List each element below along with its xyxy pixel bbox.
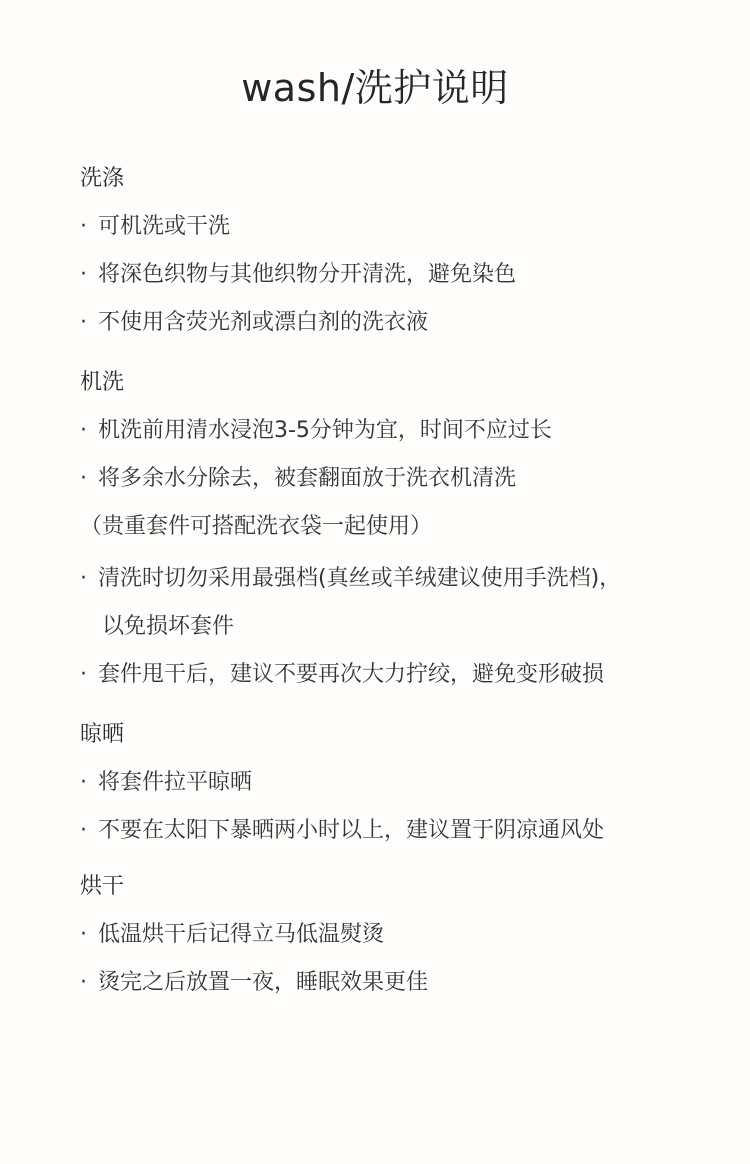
bullet-dot: ·	[80, 970, 87, 995]
care-instruction-line: · 将深色织物与其他织物分开清洗，避免染色	[80, 260, 516, 290]
bullet-dot: ·	[80, 770, 87, 795]
care-instruction-line: · 可机洗或干洗	[80, 212, 230, 242]
bullet-dot: ·	[80, 214, 87, 239]
bullet-dot: ·	[80, 818, 87, 843]
section-heading-drying-outdoor: 晾晒	[80, 722, 125, 747]
bullet-dot: ·	[80, 262, 87, 287]
care-instruction-line: · 将套件拉平晾晒	[80, 768, 252, 798]
care-instruction-line: · 不使用含荧光剂或漂白剂的洗衣液	[80, 308, 428, 338]
care-instruction-line: · 低温烘干后记得立马低温熨烫	[80, 920, 384, 950]
care-instruction-line: · 机洗前用清水浸泡3-5分钟为宜，时间不应过长	[80, 416, 552, 446]
bullet-dot: ·	[80, 922, 87, 947]
section-heading-washing: 洗涤	[80, 166, 125, 191]
section-heading-machine-wash: 机洗	[80, 370, 125, 395]
page-title: wash/洗护说明	[241, 66, 509, 110]
bullet-dot: ·	[80, 662, 87, 687]
care-instruction-line: · 不要在太阳下暴晒两小时以上，建议置于阴凉通风处	[80, 816, 604, 846]
care-instruction-line: · 将多余水分除去，被套翻面放于洗衣机清洗	[80, 464, 516, 494]
section-heading-tumble-dry: 烘干	[80, 874, 125, 899]
bullet-dot: ·	[80, 418, 87, 443]
care-instruction-line: · 烫完之后放置一夜，睡眠效果更佳	[80, 968, 428, 998]
care-instruction-continuation: 以免损坏套件	[102, 614, 235, 639]
care-instruction-line: · 套件甩干后，建议不要再次大力拧绞，避免变形破损	[80, 660, 604, 690]
care-instruction-line: · 清洗时切勿采用最强档(真丝或羊绒建议使用手洗档)，	[80, 564, 621, 594]
bullet-dot: ·	[80, 566, 87, 591]
bullet-dot: ·	[80, 310, 87, 335]
bullet-dot: ·	[80, 466, 87, 491]
care-instruction-note: （贵重套件可搭配洗衣袋一起使用）	[80, 514, 433, 539]
